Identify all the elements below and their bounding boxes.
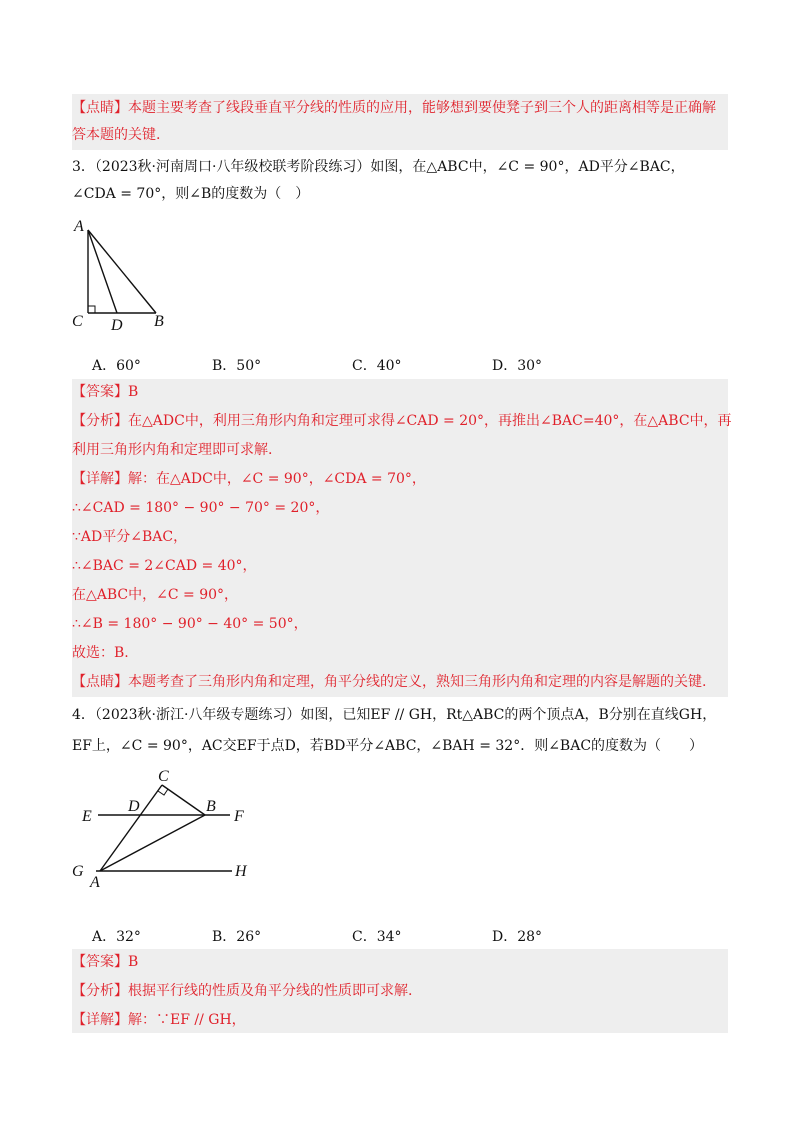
q4-answer-value: B: [128, 954, 139, 970]
q4-option-a: A．32°: [92, 929, 141, 945]
q3-detail-row: [72, 466, 728, 493]
q3-solution-block: [72, 379, 732, 697]
q3-label-B: B: [154, 313, 164, 330]
q3-stem-line2: ∠CDA = 70°，则∠B的度数为（ ）: [72, 186, 310, 202]
q3-answer-row: [72, 379, 728, 406]
q4-label-F: F: [234, 808, 244, 825]
q3-remark-text: 本题考查了三角形内角和定理，角平分线的定义，熟知三角形内角和定理的内容是解题的关键.: [128, 674, 707, 690]
q3-option-c: C．40°: [352, 358, 402, 374]
q3-detail-tag: 【详解】: [72, 471, 128, 487]
q4-label-B: B: [206, 798, 216, 815]
q4-analysis-row: [72, 978, 728, 1005]
q3-right-angle-mark: [88, 306, 95, 313]
q4-figure: [72, 763, 272, 893]
q4-analysis-tag: 【分析】: [72, 983, 128, 999]
q3-detail-line4: 在△ABC中，∠C = 90°，: [72, 587, 239, 603]
q3-stem: [72, 154, 728, 208]
q3-analysis-tag: 【分析】: [72, 413, 128, 429]
q3-detail-line6: 故选：B.: [72, 645, 129, 661]
q4-seg-AB: [100, 815, 205, 871]
q3-option-a: A．60°: [92, 358, 141, 374]
q3-label-C: C: [72, 313, 83, 330]
q4-label-D: D: [128, 798, 140, 815]
q3-label-D: D: [111, 317, 123, 334]
q4-detail-row: [72, 1007, 728, 1034]
q3-detail-line0: 解：在△ADC中，∠C = 90°，∠CDA = 70°，: [128, 471, 426, 487]
q3-label-A: A: [74, 220, 84, 235]
q2-remark-block: [72, 94, 728, 150]
q3-remark-row: [72, 669, 728, 696]
q3-analysis-line2: 利用三角形内角和定理即可求解.: [72, 442, 273, 458]
q4-option-c: C．34°: [352, 929, 402, 945]
q4-label-C: C: [158, 768, 169, 785]
q4-seg-CB: [162, 785, 205, 815]
q4-label-G: G: [72, 863, 84, 880]
q4-answer-row: [72, 949, 728, 976]
q4-stem-line1: 4．（2023秋·浙江·八年级专题练习）如图，已知EF // GH，Rt△ABC的两个顶点A，B分别在直线GH，: [72, 707, 717, 723]
q3-detail-line3: ∴∠BAC = 2∠CAD = 40°，: [72, 558, 257, 574]
q4-option-d: D．28°: [492, 929, 543, 945]
q4-label-H: H: [235, 863, 247, 880]
q3-seg-AB: [88, 230, 156, 313]
q3-stem-line1: 3．（2023秋·河南周口·八年级校联考阶段练习）如图，在△ABC中，∠C = 90°，AD平分∠BAC，: [72, 159, 685, 175]
q4-analysis-text: 根据平行线的性质及角平分线的性质即可求解.: [128, 983, 413, 999]
q4-stem: [72, 702, 728, 760]
q4-solution-block: [72, 949, 728, 1033]
q3-answer-tag: 【答案】: [72, 384, 128, 400]
q3-seg-AD: [88, 230, 117, 313]
q3-detail-line5: ∴∠B = 180° − 90° − 40° = 50°，: [72, 616, 308, 632]
q4-label-E: E: [82, 808, 92, 825]
q4-detail-tag: 【详解】: [72, 1012, 128, 1028]
q4-detail-first: 解：∵EF // GH，: [128, 1012, 246, 1028]
q3-analysis-row1: [72, 408, 732, 435]
q3-analysis-line1: 在△ADC中，利用三角形内角和定理可求得∠CAD = 20°，再推出∠BAC=40°，在△ABC中，再: [128, 413, 732, 429]
q2-remark-tag: 【点睛】: [72, 100, 128, 116]
q3-detail-line1: ∴∠CAD = 180° − 90° − 70° = 20°，: [72, 500, 330, 516]
q4-stem-line2: EF上，∠C = 90°，AC交EF于点D，若BD平分∠ABC，∠BAH = 32°．则∠BAC的度数为（ ）: [72, 738, 704, 754]
q4-answer-tag: 【答案】: [72, 954, 128, 970]
q4-label-A: A: [90, 874, 100, 891]
q3-figure: [70, 220, 190, 335]
q3-detail-line2: ∵AD平分∠BAC，: [72, 529, 188, 545]
q3-remark-tag: 【点睛】: [72, 674, 128, 690]
q2-remark-text: 本题主要考查了线段垂直平分线的性质的应用，能够想到要使凳子到三个人的距离相等是正确解答本题的关键.: [72, 100, 716, 143]
q3-answer-value: B: [128, 384, 139, 400]
q4-option-b: B．26°: [212, 929, 262, 945]
q3-option-d: D．30°: [492, 358, 543, 374]
q3-option-b: B．50°: [212, 358, 262, 374]
q4-right-angle-mark: [158, 789, 168, 795]
